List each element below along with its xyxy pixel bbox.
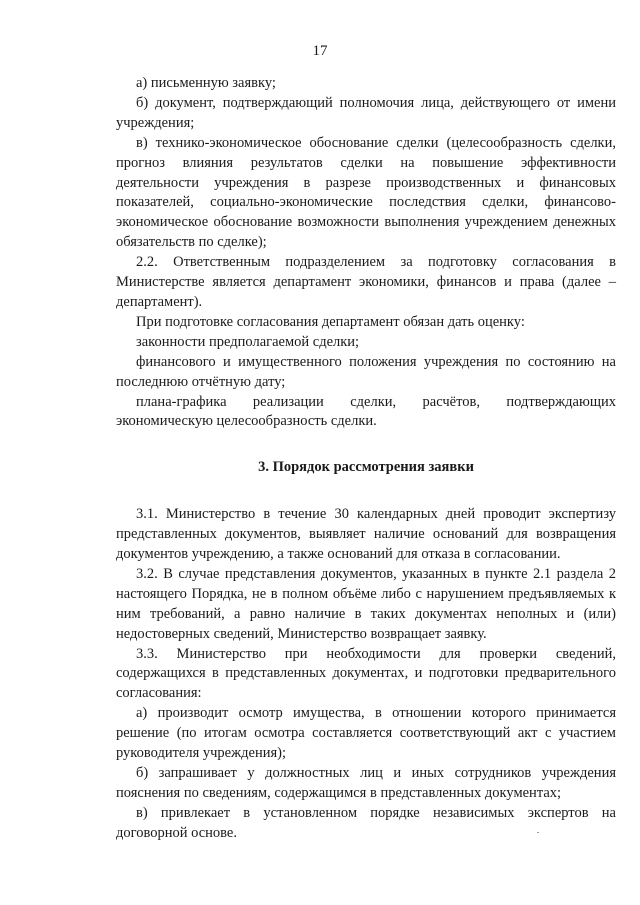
list-item-a: а) письменную заявку; (136, 75, 276, 91)
scan-speck (537, 832, 539, 833)
assessment-intro: При подготовке согласования департамент обязан дать оценку: (136, 313, 525, 330)
document-body (116, 74, 616, 844)
clause-2-2: 2.2. Ответственным подразделением за подготовку согласования в Министерстве является департамент экономики, финансов и права (далее – департамент). (116, 254, 616, 310)
assessment-item-legality: законности предполагаемой сделки; (136, 333, 360, 350)
assessment-item-schedule: плана-графика реализации сделки, расчётов, подтверждающих экономическую целесообразность сделки. (116, 393, 616, 430)
list-item-v: в) технико-экономическое обоснование сделки (целесообразность сделки, прогноз влияния результатов сделки на повышение эффективности деятельности учреждения в разрезе производственных и финансовых показателей, социально-экономические последствия сделки, финансово-экономическое обоснование возможности выполнения учреждением денежных обязательств по сделке); (116, 134, 616, 251)
clause-3-3-item-v: в) привлекает в установленном порядке независимых экспертов на договорной основе. (116, 804, 616, 841)
section-heading: 3. Порядок рассмотрения заявки (258, 459, 474, 476)
clause-3-2: 3.2. В случае представления документов, указанных в пункте 2.1 раздела 2 настоящего Порядка, не в полном объёме либо с нарушением предъявляемых к ним требований, а равно наличие в таких документах неполных и (или) недостоверных сведений, Министерство возвращает заявку. (116, 565, 616, 642)
assessment-item-financial: финансового и имущественного положения учреждения по состоянию на последнюю отчётную дату; (116, 353, 616, 390)
list-item-b: б) документ, подтверждающий полномочия лица, действующего от имени учреждения; (116, 94, 616, 131)
clause-3-3: 3.3. Министерство при необходимости для проверки сведений, содержащихся в представленных документах, и подготовки предварительного согласования: (116, 645, 616, 702)
clause-3-1: 3.1. Министерство в течение 30 календарных дней проводит экспертизу представленных документов, выявляет наличие оснований для возвращения документов учреждению, а также оснований для отказа в согласовании. (116, 506, 616, 563)
page-number: 17 (312, 43, 328, 59)
clause-3-3-item-a: а) производит осмотр имущества, в отношении которого принимается решение (по итогам осмотра составляется соответствующий акт с участием руководителя учреждения); (116, 705, 616, 762)
clause-3-3-item-b: б) запрашивает у должностных лиц и иных сотрудников учреждения пояснения по сведениям, содержащимся в представленных документах; (116, 765, 616, 801)
